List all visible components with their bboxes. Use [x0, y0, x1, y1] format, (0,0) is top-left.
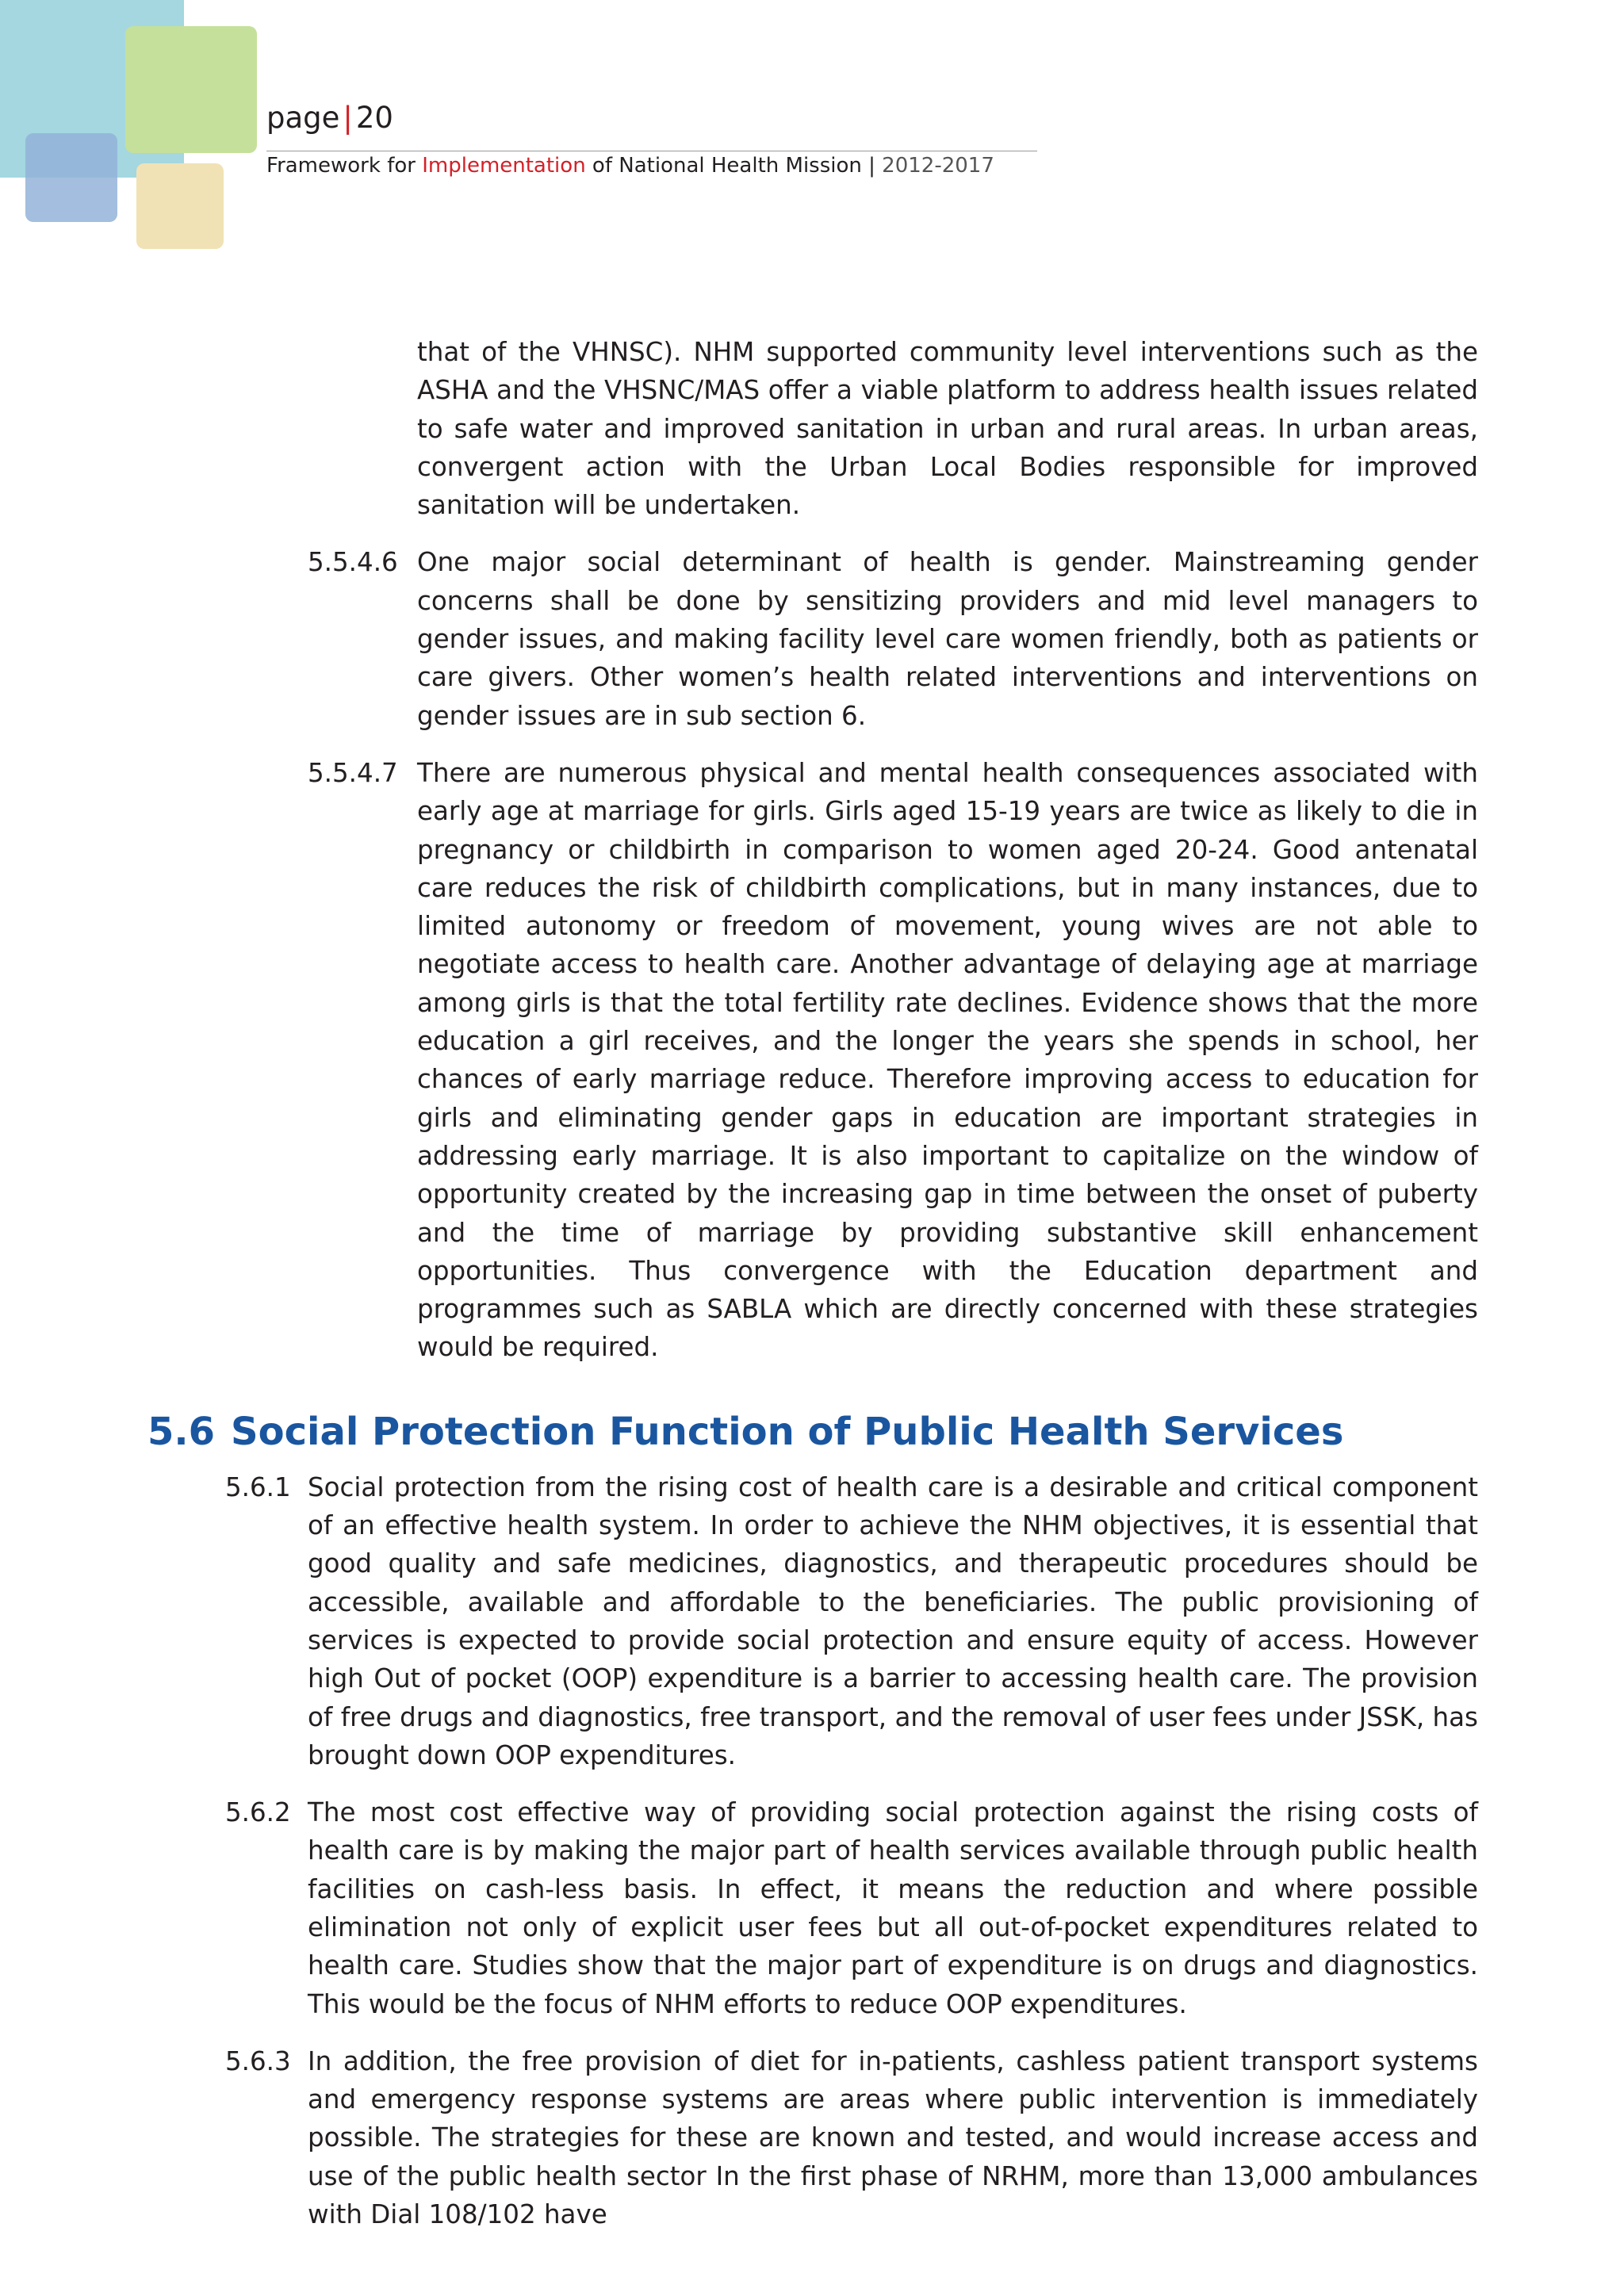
- title-prefix: Framework for: [266, 154, 423, 178]
- section-title: Social Protection Function of Public Health Services: [231, 1409, 1344, 1454]
- paragraph-number: 5.5.4.6: [308, 547, 398, 578]
- decor-square-yellow: [136, 163, 224, 249]
- page-separator: |: [343, 101, 353, 135]
- document-title: [266, 153, 994, 178]
- paragraph-5-6-2: [225, 1793, 1478, 2023]
- paragraph-number: 5.6.3: [225, 2045, 291, 2076]
- paragraph-text: In addition, the free provision of diet for in-patients, cashless patient transport systems and emergency response systems are areas where public intervention is immediately possible. The strategies for these are known and tested, and would increase access and use of the public health sector In the first phase of NRHM, more than 13,000 ambulances with Dial 108/102 have: [308, 2045, 1478, 2230]
- paragraph-text: There are numerous physical and mental health consequences associated with early age at marriage for girls. Girls aged 15-19 years are twice as likely to die in pregnancy or childbirth in comparison to women aged 20-24. Good antenatal care reduces the risk of childbirth complications, but in many instances, due to limited autonomy or freedom of movement, young wives are not able to negotiate access to health care. Another advantage of delaying age at marriage among girls is that the total fertility rate declines. Evidence shows that the more education a girl receives, and the longer the years she spends in school, her chances of early marriage reduce. Therefore improving access to education for girls and eliminating gender gaps in education are important strategies in addressing early marriage. It is also important to capitalize on the window of opportunity created by the increasing gap in time between the onset of puberty and the time of marriage by providing substantive skill enhancement opportunities. Thus convergence with the Education department and programmes such as SABLA which are directly concerned with these strategies would be required.: [417, 757, 1478, 1363]
- decor-square-green: [125, 26, 257, 153]
- page-number-header: [266, 101, 393, 135]
- decor-square-blue: [25, 133, 117, 222]
- page-number: 20: [355, 101, 393, 135]
- page-label: page: [266, 101, 340, 135]
- title-highlight: Implementation: [422, 154, 586, 178]
- title-separator: |: [868, 154, 883, 178]
- paragraph-5-5-4-7: [308, 754, 1478, 1367]
- paragraph-text: that of the VHNSC). NHM supported community level interventions such as the ASHA and the VHSNC/MAS offer a viable platform to address health issues related to safe water and improved sanitation in urban and rural areas. In urban areas, convergent action with the Urban Local Bodies responsible for improved sanitation will be undertaken.: [417, 337, 1478, 521]
- paragraph-5-6-1: [225, 1468, 1478, 1774]
- paragraph-5-5-4-6: [308, 543, 1478, 734]
- section-number: 5.6: [147, 1409, 216, 1454]
- paragraph-text: The most cost effective way of providing social protection against the rising costs of health care is by making the major part of health services available through public health facilities on cash-less basis. In effect, it means the reduction and where possible elimination not only of explicit user fees but all out-of-pocket expenditures related to health care. Studies show that the major part of expenditure is on drugs and diagnostics. This would be the focus of NHM efforts to reduce OOP expenditures.: [308, 1797, 1478, 2019]
- continuation-paragraph: [417, 333, 1478, 524]
- title-suffix: of National Health Mission: [585, 154, 869, 178]
- paragraph-text: One major social determinant of health is gender. Mainstreaming gender concerns shall be done by sensitizing providers and mid level managers to gender issues, and making facility level care women friendly, both as patients or care givers. Other women’s health related interventions and interventions on gender issues are in sub section 6.: [417, 547, 1478, 731]
- title-years: 2012-2017: [882, 154, 994, 178]
- section-heading-5-6: [147, 1406, 1624, 1457]
- paragraph-number: 5.6.1: [225, 1471, 291, 1502]
- paragraph-text: Social protection from the rising cost of health care is a desirable and critical component of an effective health system. In order to achieve the NHM objectives, it is essential that good quality and safe medicines, diagnostics, and therapeutic procedures should be accessible, available and affordable to the beneficiaries. The public provisioning of services is expected to provide social protection and ensure equity of access. However high Out of pocket (OOP) expenditure is a barrier to accessing health care. The provision of free drugs and diagnostics, free transport, and the removal of user fees under JSSK, has brought down OOP expenditures.: [308, 1471, 1478, 1770]
- paragraph-5-6-3: [225, 2042, 1478, 2233]
- paragraph-number: 5.5.4.7: [308, 757, 398, 788]
- paragraph-number: 5.6.2: [225, 1797, 291, 1828]
- page-body: [0, 333, 1624, 2233]
